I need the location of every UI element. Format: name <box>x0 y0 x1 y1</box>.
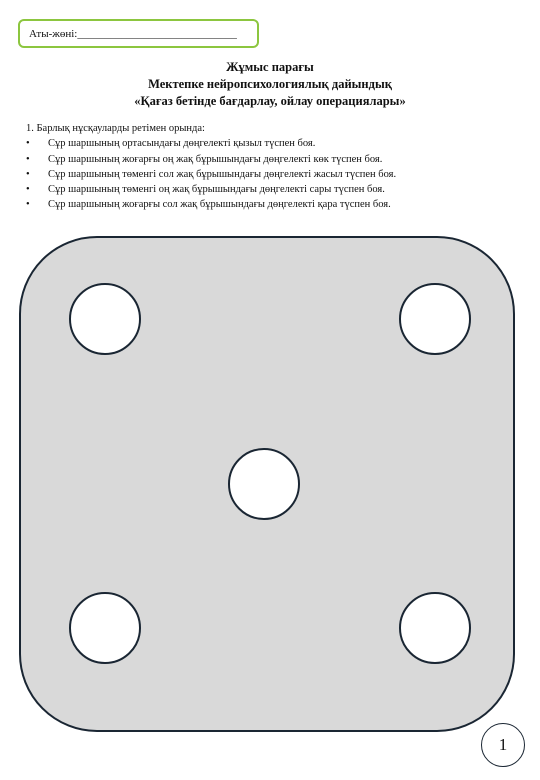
bullet-icon: • <box>26 138 30 150</box>
worksheet-topic: «Қағаз бетінде бағдарлау, ойлау операциялары» <box>134 94 406 108</box>
instruction-item <box>26 167 516 182</box>
worksheet-subtitle: Мектепке нейропсихологиялық дайындық <box>148 77 392 91</box>
page-number: 1 <box>498 735 508 754</box>
instruction-item <box>26 197 516 212</box>
name-field-label: Аты-жөні:_____________________________ <box>29 27 237 40</box>
gray-square <box>19 236 515 732</box>
instruction-text: Сұр шаршының төменгі оң жақ бұрышындағы дөңгелекті сары түспен боя. <box>48 184 385 196</box>
circle-top-left[interactable] <box>69 283 141 355</box>
bullet-icon: • <box>26 168 30 180</box>
instruction-text: Сұр шаршының жоғарғы оң жақ бұрышындағы дөңгелекті көк түспен боя. <box>48 153 383 165</box>
instruction-item <box>26 136 516 151</box>
instruction-text: Сұр шаршының төменгі сол жақ бұрышындағы дөңгелекті жасыл түспен боя. <box>48 168 397 180</box>
circle-bottom-left[interactable] <box>69 592 141 664</box>
bullet-icon: • <box>26 199 30 211</box>
circle-bottom-right[interactable] <box>399 592 471 664</box>
instruction-item <box>26 182 516 197</box>
worksheet-title: Жұмыс парағы <box>226 60 314 74</box>
instruction-text: Сұр шаршының ортасындағы дөңгелекті қызыл түспен боя. <box>48 138 316 150</box>
instruction-text: Сұр шаршының жоғарғы сол жақ бұрышындағы дөңгелекті қара түспен боя. <box>48 199 391 211</box>
circle-center[interactable] <box>228 448 300 520</box>
circle-top-right[interactable] <box>399 283 471 355</box>
instruction-list <box>26 136 516 212</box>
worksheet-header <box>0 59 540 110</box>
instruction-item <box>26 152 516 167</box>
task-intro: 1. Барлық нұсқауларды ретімен орында: <box>26 123 205 134</box>
name-field-box <box>18 19 259 48</box>
bullet-icon: • <box>26 153 30 165</box>
task-instructions <box>26 121 516 213</box>
bullet-icon: • <box>26 184 30 196</box>
page-number-badge <box>481 723 525 767</box>
